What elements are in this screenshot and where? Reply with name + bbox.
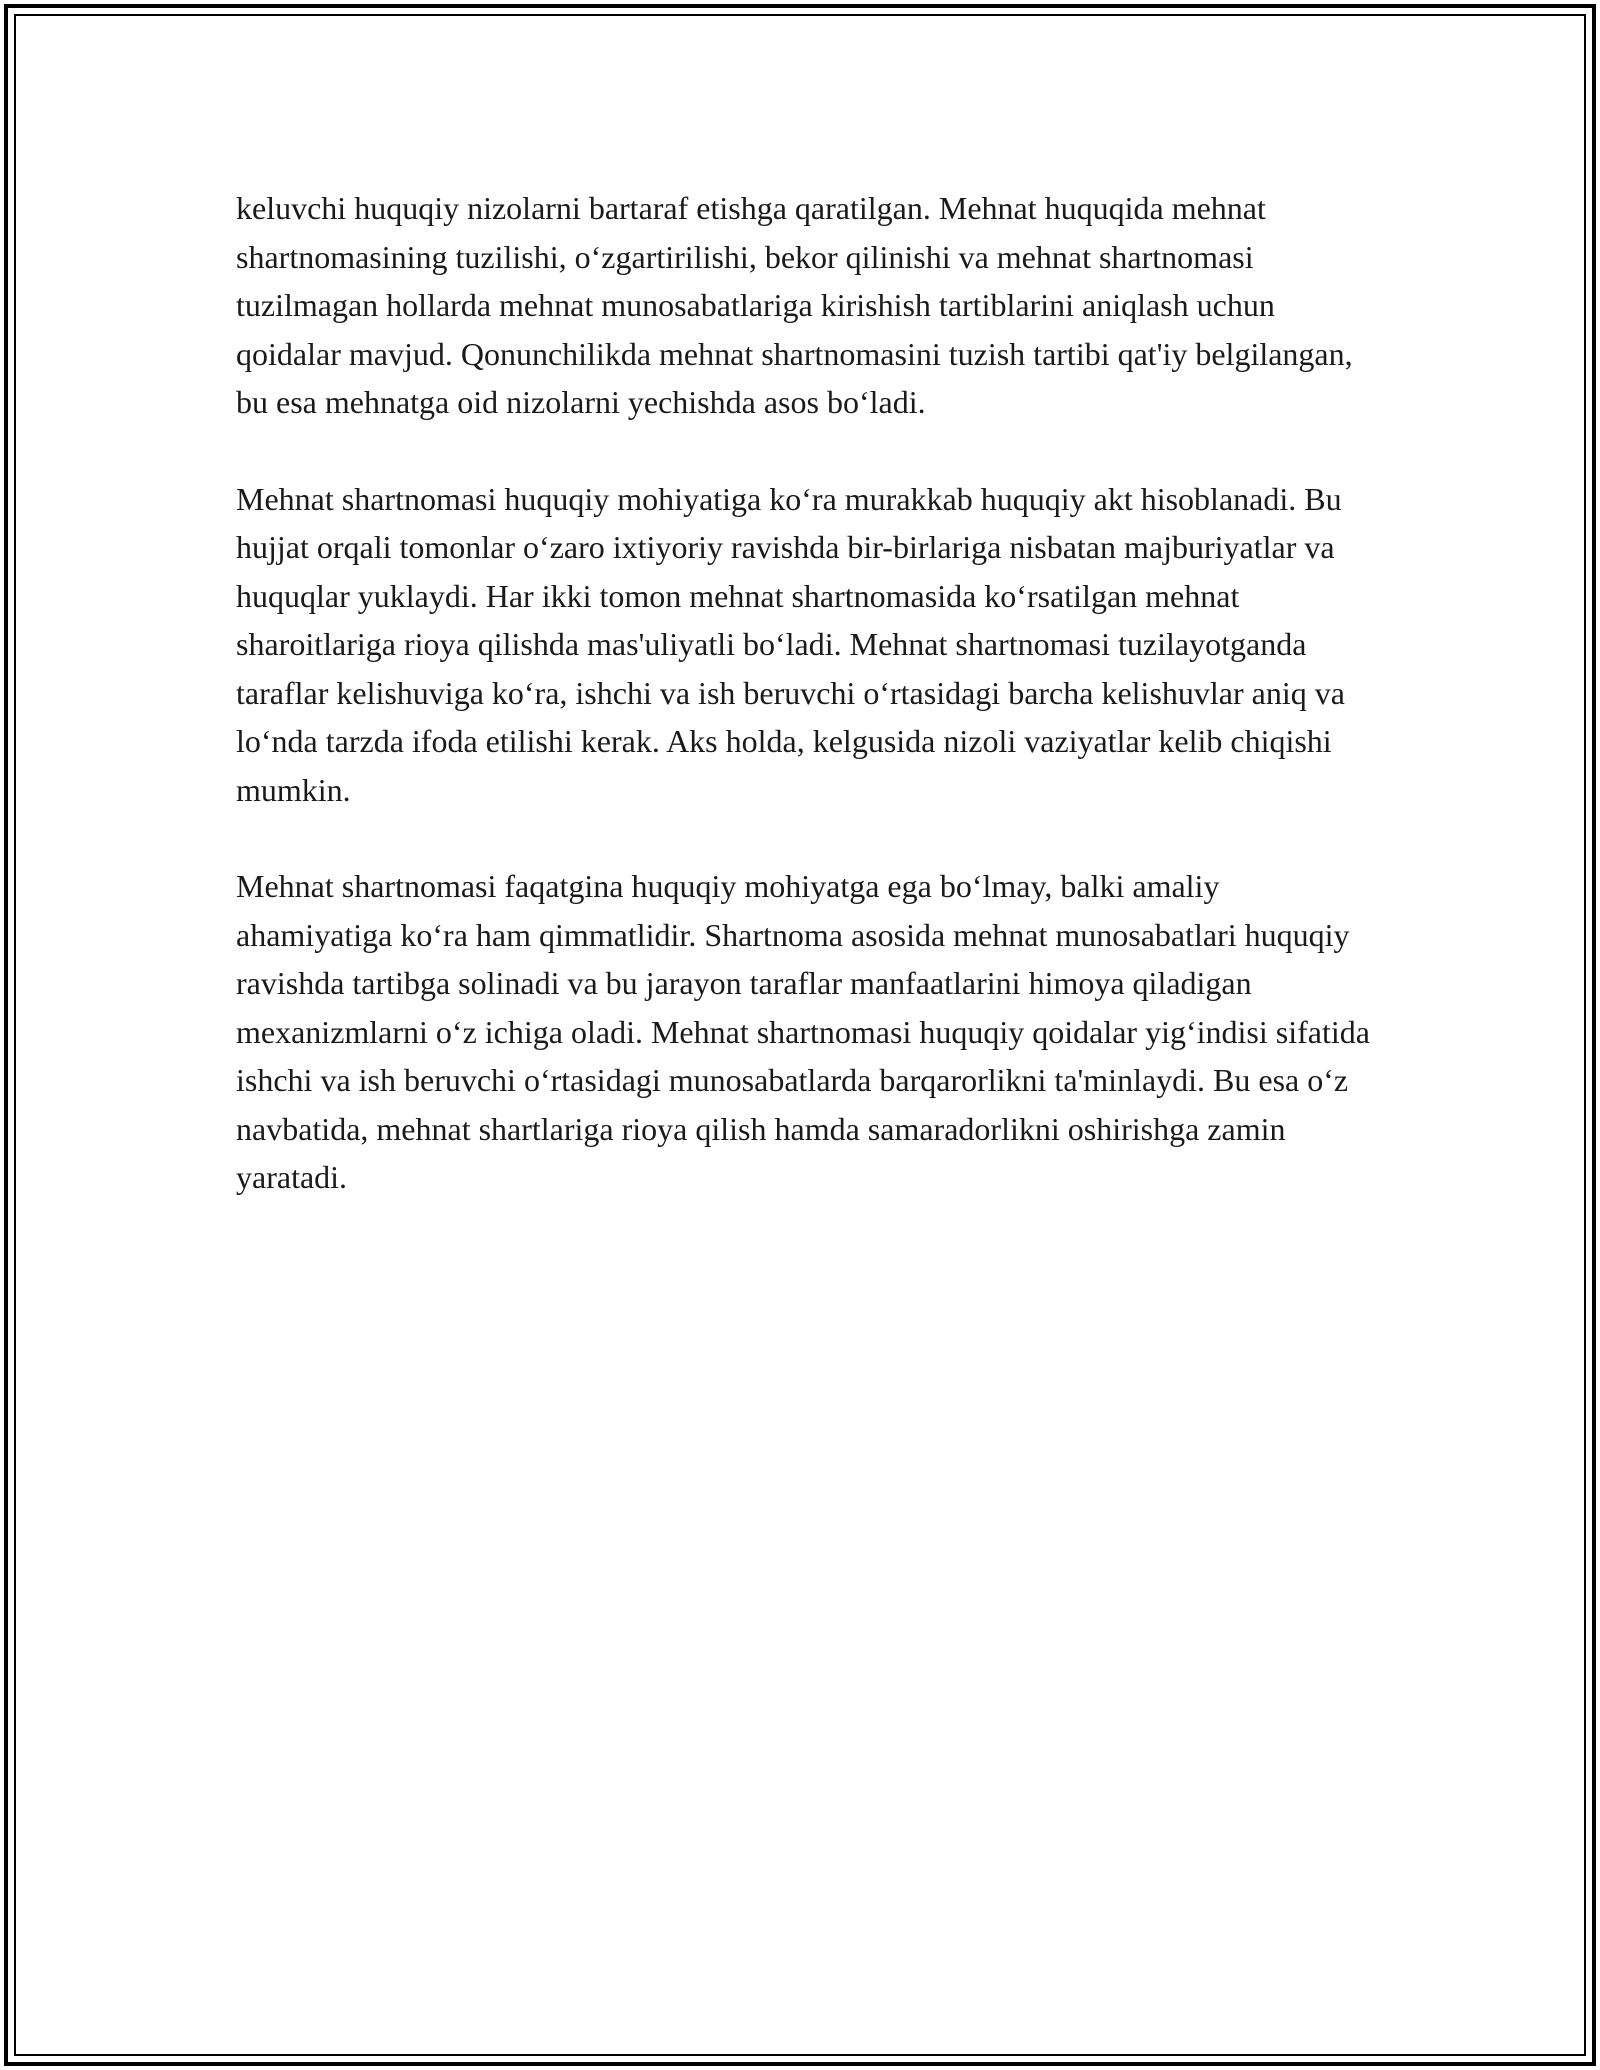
document-body: [236, 184, 1376, 1250]
paragraph-1: keluvchi huquqiy nizolarni bartaraf etishga qaratilgan. Mehnat huquqida mehnat shartnomasining tuzilishi, o‘zgartirilishi, bekor qilinishi va mehnat shartnomasi tuzilmagan hollarda mehnat munosabatlariga kirishish tartiblarini aniqlash uchun qoidalar mavjud. Qonunchilikda mehnat shartnomasini tuzish tartibi qat'iy belgilangan, bu esa mehnatga oid nizolarni yechishda asos bo‘ladi.: [236, 190, 1353, 420]
paragraph-2: Mehnat shartnomasi huquqiy mohiyatiga ko‘ra murakkab huquqiy akt hisoblanadi. Bu hujjat orqali tomonlar o‘zaro ixtiyoriy ravishda bir-birlariga nisbatan majburiyatlar va huquqlar yuklaydi. Har ikki tomon mehnat shartnomasida ko‘rsatilgan mehnat sharoitlariga rioya qilishda mas'uliyatli bo‘ladi. Mehnat shartnomasi tuzilayotganda taraflar kelishuviga ko‘ra, ishchi va ish beruvchi o‘rtasidagi barcha kelishuvlar aniq va lo‘nda tarzda ifoda etilishi kerak. Aks holda, kelgusida nizoli vaziyatlar kelib chiqishi mumkin.: [236, 480, 1345, 808]
paragraph-3: Mehnat shartnomasi faqatgina huquqiy mohiyatga ega bo‘lmay, balki amaliy ahamiyatiga ko‘ra ham qimmatlidir. Shartnoma asosida mehnat munosabatlari huquqiy ravishda tartibga solinadi va bu jarayon taraflar manfaatlarini himoya qiladigan mexanizmlarni o‘z ichiga oladi. Mehnat shartnomasi huquqiy qoidalar yig‘indisi sifatida ishchi va ish beruvchi o‘rtasidagi munosabatlarda barqarorlikni ta'minlaydi. Bu esa o‘z navbatida, mehnat shartlariga rioya qilish hamda samaradorlikni oshirishga zamin yaratadi.: [236, 868, 1370, 1195]
